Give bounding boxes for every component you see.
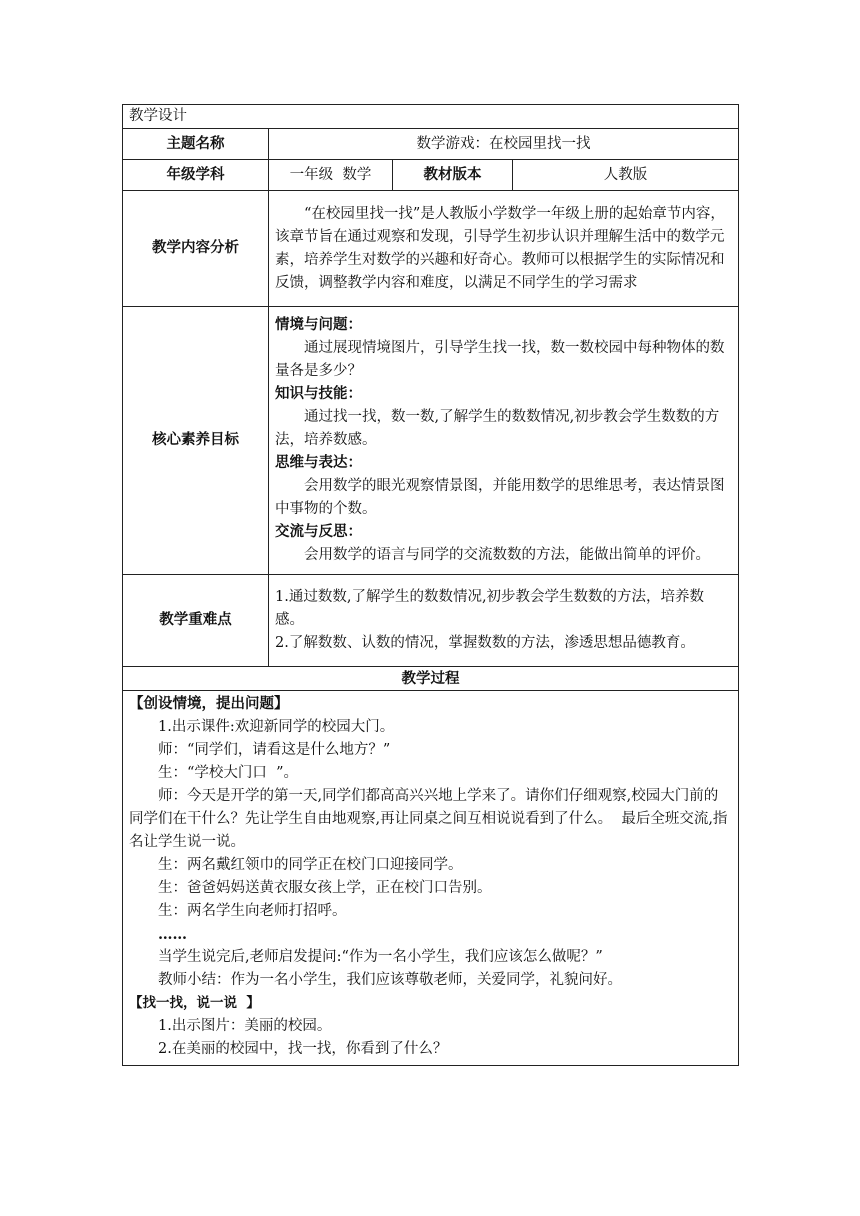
grade-label: 年级学科 (123, 160, 269, 191)
goals-cell (269, 307, 739, 575)
process-row (123, 691, 739, 1066)
topic-label: 主题名称 (123, 129, 269, 160)
goal-title: 情境与问题： (275, 317, 362, 333)
difficulty-item: 2.了解数数、认数的情况，掌握数数的方法，渗透思想品德教育。 (275, 635, 695, 651)
process-line: 师：今天是开学的第一天,同学们都高高兴兴地上学来了。请你们仔细观察,校园大门前的同学们在干什么？先让学生自由地观察,再让同桌之间互相说说看到了什么。 最后全班交流,指名让学生说一说。 (129, 788, 728, 850)
goal-title: 知识与技能： (275, 386, 362, 402)
section-title: 【创设情境，提出问题】 (129, 696, 289, 712)
process-line: 生：“学校大门口 ”。 (158, 765, 299, 781)
content-cell (269, 191, 739, 307)
header-row (123, 105, 739, 129)
goal-title: 思维与表达： (275, 455, 362, 471)
grade-row (123, 160, 739, 191)
process-line: …… (158, 926, 187, 943)
edition-value: 人教版 (513, 160, 739, 191)
difficulty-label: 教学重难点 (123, 575, 269, 667)
goal-title: 交流与反思： (275, 524, 362, 540)
process-title: 教学过程 (123, 667, 739, 691)
process-line: 当学生说完后,老师启发提问:“作为一名小学生，我们应该怎么做呢？” (158, 949, 603, 965)
table-header: 教学设计 (123, 105, 739, 129)
process-line: 生：两名学生向老师打招呼。 (158, 903, 347, 919)
goal-text: 通过找一找，数一数,了解学生的数数情况,初步教会学生数数的方法，培养数感。 (275, 409, 720, 448)
process-line: 生：爸爸妈妈送黄衣服女孩上学，正在校门口告别。 (158, 880, 492, 896)
topic-value: 数学游戏：在校园里找一找 (269, 129, 739, 160)
section-title: 【找一找，说一说 】 (129, 995, 260, 1011)
goal-text: 通过展现情境图片，引导学生找一找，数一数校园中每种物体的数量各是多少？ (275, 340, 725, 379)
lesson-plan-sheet (122, 104, 738, 1066)
content-label: 教学内容分析 (123, 191, 269, 307)
process-line: 1.出示图片：美丽的校园。 (158, 1018, 332, 1034)
content-text: “在校园里找一找”是人教版小学数学一年级上册的起始章节内容，该章节旨在通过观察和发现，引导学生初步认识并理解生活中的数学元素，培养学生对数学的兴趣和好奇心。教师可以根据学生的实际情况和反馈，调整教学内容和难度，以满足不同学生的学习需求 (275, 205, 725, 291)
difficulty-row (123, 575, 739, 667)
content-row (123, 191, 739, 307)
process-cell (123, 691, 739, 1066)
process-title-row (123, 667, 739, 691)
process-line: 2.在美丽的校园中，找一找，你看到了什么？ (158, 1041, 448, 1057)
process-line: 教师小结：作为一名小学生，我们应该尊敬老师，关爱同学，礼貌问好。 (158, 972, 622, 988)
goals-label: 核心素养目标 (123, 307, 269, 575)
difficulty-item: 1.通过数数,了解学生的数数情况,初步教会学生数数的方法，培养数感。 (275, 589, 705, 628)
goal-text: 会用数学的眼光观察情景图，并能用数学的思维思考，表达情景图中事物的个数。 (275, 478, 725, 517)
process-line: 生：两名戴红领巾的同学正在校门口迎接同学。 (158, 857, 463, 873)
grade-value: 一年级 数学 (269, 160, 393, 191)
topic-row (123, 129, 739, 160)
lesson-plan-table (122, 104, 739, 1066)
edition-label: 教材版本 (393, 160, 513, 191)
process-line: 1.出示课件:欢迎新同学的校园大门。 (158, 719, 395, 735)
process-line: 师：“同学们，请看这是什么地方？” (158, 742, 391, 758)
goal-text: 会用数学的语言与同学的交流数数的方法，能做出简单的评价。 (304, 547, 710, 563)
difficulty-cell (269, 575, 739, 667)
goals-row (123, 307, 739, 575)
